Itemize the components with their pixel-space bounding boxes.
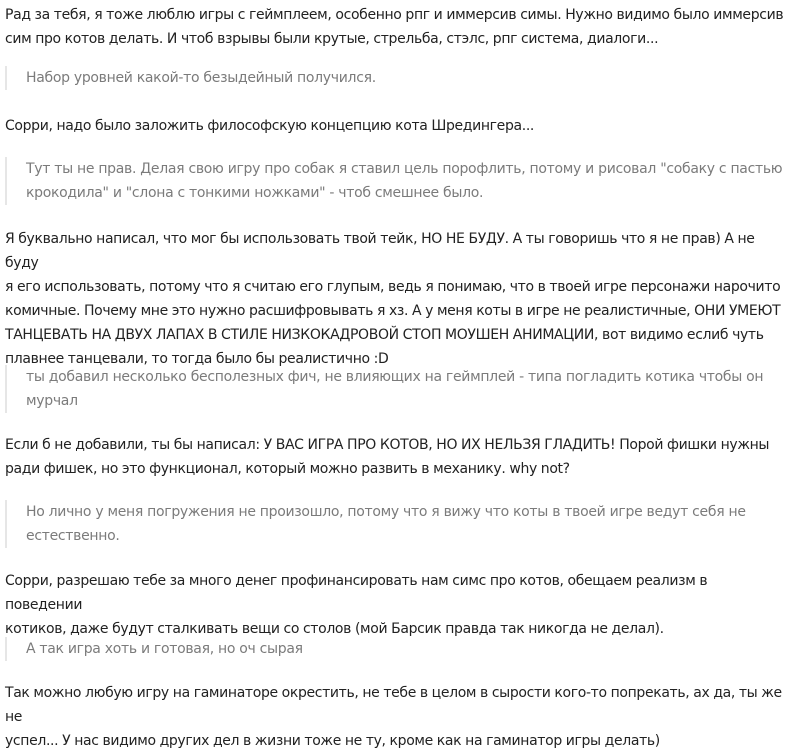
reply-paragraph: Если б не добавили, ты бы написал: У ВАС ИГРА ПРО КОТОВ, НО ИХ НЕЛЬЗЯ ГЛАДИТЬ! Порой фишки нужны ради фишек, но это функционал, который можно развить в механику. why not? [5, 437, 770, 477]
reply-paragraph: Так можно любую игру на гаминаторе окрестить, не тебе в целом в сырости кого-то попрекать, ах да, ты же не успел... У нас видимо других дел в жизни тоже не ту, кроме как на гаминатор игры делать) [5, 685, 782, 749]
reply-paragraph: Сорри, надо было заложить философскую концепцию кота Шредингера... [5, 118, 535, 134]
quoted-text: А так игра хоть и готовая, но оч сырая [5, 637, 788, 661]
quoted-text: Набор уровней какой-то безыдейный получился. [5, 66, 788, 90]
reply-paragraph: Сорри, разрешаю тебе за много денег профинансировать нам симс про котов, обещаем реализм в поведении котиков, даже будут сталкивать вещи со столов (мой Барсик правда так никогда не делал). [5, 573, 708, 637]
quoted-text: Тут ты не прав. Делая свою игру про собак я ставил цель порофлить, потому и рисовал "собаку с пастью крокодила" и "слона с тонкими ножками" - чтоб смешнее было. [5, 157, 788, 205]
reply-paragraph: Я буквально написал, что мог бы использовать твой тейк, НО НЕ БУДУ. А ты говоришь что я не прав) А не буду я его использовать, потому что я считаю его глупым, ведь я понимаю, что в твоей игре персонажи нарочито комичные. Почему мне это нужно расшифровывать я хз. А у меня коты в игре не реалистичные, ОНИ УМЕЮТ ТАНЦЕВАТЬ НА ДВУХ ЛАПАХ В СТИЛЕ НИЗКОКАДРОВОЙ СТОП МОУШЕН АНИМАЦИИ, вот видимо еслиб чуть плавнее танцевали, то тогда было бы реалистично :D [5, 231, 781, 367]
quoted-text: Но лично у меня погружения не произошло, потому что я вижу что коты в твоей игре ведут себя не естественно. [5, 500, 788, 548]
reply-paragraph: Рад за тебя, я тоже люблю игры с геймплеем, особенно рпг и иммерсив симы. Нужно видимо было иммерсив сим про котов делать. И чтоб взрывы были крутые, стрельба, стэлс, рпг система, диалоги... [5, 7, 784, 47]
quoted-text: ты добавил несколько бесполезных фич, не влияющих на геймплей - типа погладить котика чтобы он мурчал [5, 365, 788, 413]
